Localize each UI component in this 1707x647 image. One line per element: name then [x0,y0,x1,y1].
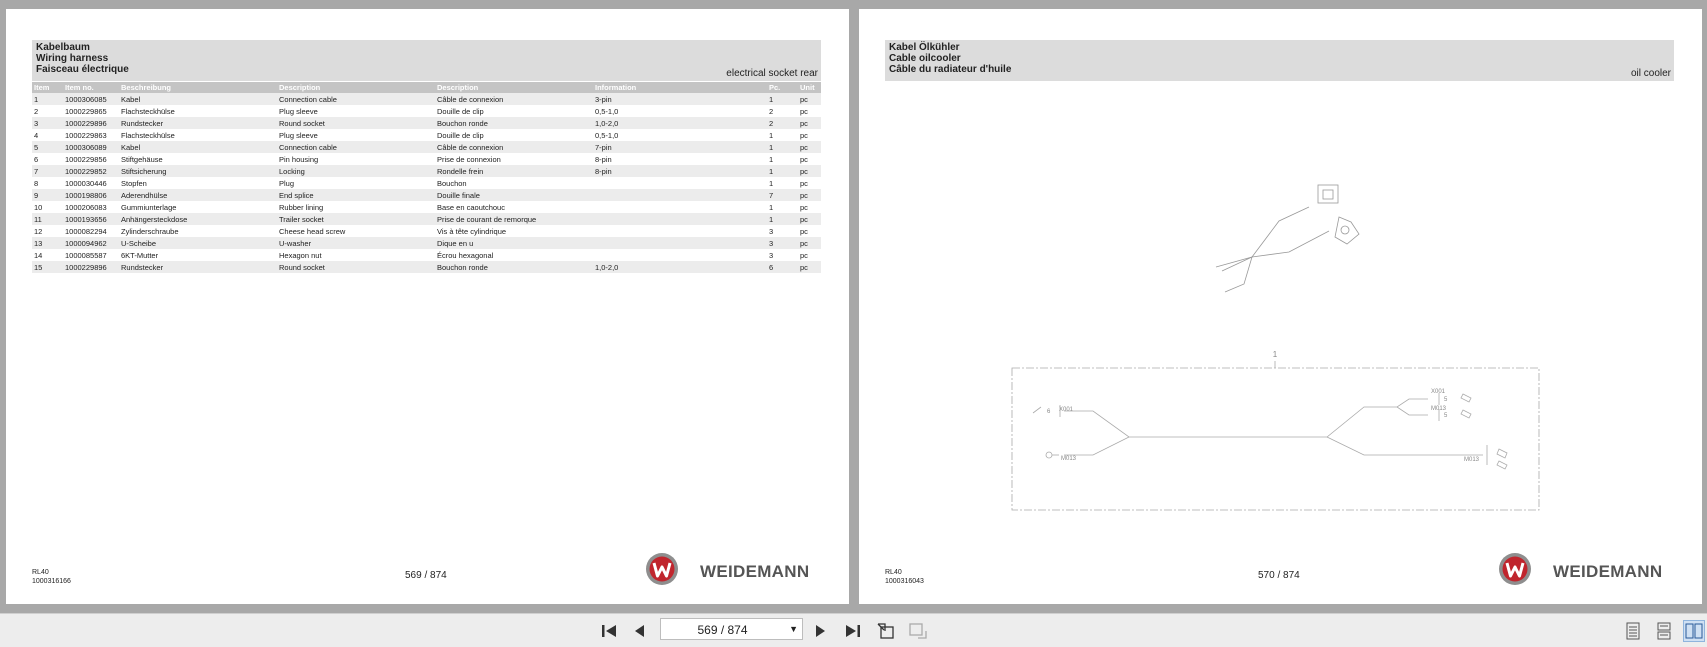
right-page [859,9,1702,604]
col-header: Description [435,82,593,93]
table-cell: U-Scheibe [119,237,277,249]
table-cell: 13 [32,237,63,249]
table-cell: 1000306085 [63,93,119,105]
footer-model [32,568,71,586]
table-cell: Hexagon nut [279,250,322,260]
table-cell: 1000229896 [63,117,119,129]
left-header [32,40,821,81]
table-cell: Round socket [277,261,435,273]
table-cell: Rundstecker [119,117,277,129]
table-cell: Rundstecker [119,261,277,273]
doc-number: 1000316043 [885,578,924,585]
table-cell: 1 [769,202,774,212]
left-page [6,9,849,604]
table-cell: pc [798,261,821,273]
label-m013: M013 [1061,456,1077,462]
model-name: RL40 [32,569,49,576]
table-cell: End splice [277,189,435,201]
table-cell: Trailer socket [277,213,435,225]
table-cell: Rondelle frein [435,165,593,177]
table-cell: pc [800,202,808,212]
table-cell: 1000206083 [65,202,107,212]
table-cell: pc [800,154,808,164]
table-cell: 1000085587 [65,250,107,260]
viewer-toolbar [0,613,1707,647]
col-header: Item no. [63,82,119,93]
table-cell: 6 [34,154,39,164]
label-x001-right: X001 [1431,389,1446,395]
table-cell: pc [800,106,808,116]
table-cell [593,237,767,249]
table-cell [593,189,767,201]
table-cell: Aderendhülse [119,189,277,201]
table-cell: 1,0-2,0 [593,117,767,129]
table-cell: pc [798,141,821,153]
table-row [32,153,821,165]
item-callout: 1 [1272,350,1278,359]
title-de: Kabelbaum [36,42,90,53]
col-header: Description [277,82,435,93]
footer-model [885,568,924,586]
go-forward-button[interactable] [907,620,929,642]
table-cell: 3 [767,237,798,249]
table-cell: Flachsteckhülse [121,130,175,140]
parts-table [32,82,821,273]
table-cell: Bouchon [437,178,467,188]
table-cell: Vis à tête cylindrique [437,226,507,236]
table-cell: Plug sleeve [279,106,318,116]
table-cell: Locking [277,165,435,177]
col-header: Unit [798,82,821,93]
table-cell: Gummiunterlage [121,202,177,212]
table-cell [593,249,767,261]
table-cell: Bouchon ronde [435,261,593,273]
table-cell: 9 [32,189,63,201]
table-cell: pc [798,213,821,225]
table-cell: 3 [769,226,774,236]
title-en: Wiring harness [36,53,109,64]
table-cell: pc [798,117,821,129]
table-cell: 1 [32,93,63,105]
table-cell: pc [800,226,808,236]
table-row [32,141,821,153]
table-cell: 3-pin [593,93,767,105]
table-cell: 1000306089 [63,141,119,153]
table-cell: 1000082294 [65,226,107,236]
table-cell: 1000229865 [65,106,107,116]
table-cell: Prise de connexion [437,154,501,164]
table-header-row [32,82,821,93]
continuous-view-button[interactable] [1653,620,1675,642]
table-cell: Dique en u [435,237,593,249]
table-cell: Stiftsicherung [119,165,277,177]
first-page-button[interactable] [598,620,620,642]
table-cell: Rubber lining [279,202,324,212]
table-row [32,177,821,189]
single-page-view-button[interactable] [1622,620,1644,642]
doc-number: 1000316166 [32,578,71,585]
table-cell: 1000193656 [63,213,119,225]
table-cell: 6 [767,261,798,273]
table-row [32,225,821,237]
page-number-select[interactable] [660,618,803,640]
table-cell: Base en caoutchouc [437,202,505,212]
table-cell: 4 [34,130,39,140]
title-fr: Faisceau électrique [36,64,129,75]
table-row [32,237,821,249]
table-cell [593,213,767,225]
table-cell: Douille finale [435,189,593,201]
table-cell: 8 [34,178,39,188]
table-cell: Stopfen [121,178,147,188]
table-cell: 3 [32,117,63,129]
table-cell: Round socket [277,117,435,129]
weidemann-logo-icon [1498,552,1532,586]
table-cell: 8-pin [593,165,767,177]
table-cell: Anhängersteckdose [119,213,277,225]
wiring-diagram [859,9,1702,549]
label-six: 6 [1047,409,1051,415]
table-cell: pc [798,237,821,249]
col-header: Beschreibung [119,82,277,93]
go-back-button[interactable] [875,620,897,642]
table-cell: pc [798,93,821,105]
table-row [32,105,821,117]
table-cell: 0,5-1,0 [595,106,619,116]
table-row [32,261,821,273]
label-m013-right: M013 [1431,406,1447,412]
page-number: 570 / 874 [1258,570,1300,581]
table-cell: Kabel [119,141,277,153]
table-cell: 1 [767,141,798,153]
table-row [32,213,821,225]
table-cell: 14 [34,250,43,260]
isometric-harness-sketch [1216,185,1359,292]
brand-name: WEIDEMANN [1553,562,1663,581]
table-cell: 6KT-Mutter [121,250,159,260]
table-cell: 5 [32,141,63,153]
table-cell: Plug sleeve [279,130,318,140]
go-forward-icon [908,622,928,640]
table-cell: 10 [34,202,43,212]
table-cell: 11 [32,213,63,225]
table-cell: 1 [769,154,774,164]
table-cell: Câble de connexion [435,141,593,153]
previous-page-button[interactable] [628,620,650,642]
table-cell: Connection cable [277,93,435,105]
table-row [32,249,821,261]
table-row [32,189,821,201]
table-cell: 2 [769,106,774,116]
header-subtitle: oil cooler [1630,68,1671,79]
table-row [32,93,821,105]
table-cell: 3 [769,250,774,260]
table-cell: Connection cable [277,141,435,153]
table-cell: 1 [767,213,798,225]
harness-outline-diagram [1012,361,1539,510]
next-page-button[interactable] [810,620,832,642]
table-cell: 8-pin [595,154,612,164]
label-five-b: 5 [1444,413,1448,419]
table-cell: 1000030446 [65,178,107,188]
weidemann-logo-icon [645,552,679,586]
table-cell: 1000229896 [63,261,119,273]
table-row [32,129,821,141]
table-cell: 0,5-1,0 [595,130,619,140]
table-cell: pc [798,189,821,201]
table-cell: Bouchon ronde [435,117,593,129]
table-cell: 2 [34,106,39,116]
first-page-icon [600,623,618,639]
two-page-icon [1685,623,1703,639]
table-cell: 7 [32,165,63,177]
table-cell: U-washer [277,237,435,249]
table-cell: 1000198806 [63,189,119,201]
table-cell: pc [800,130,808,140]
label-x001: X001 [1059,407,1074,413]
last-page-button[interactable] [842,620,864,642]
table-cell: Flachsteckhülse [121,106,175,116]
table-cell: 1000229856 [65,154,107,164]
chevron-down-icon: ▼ [789,624,798,634]
col-header: Item [32,82,63,93]
table-cell: Stiftgehäuse [121,154,163,164]
table-cell: 1 [767,93,798,105]
table-cell: 1000229852 [63,165,119,177]
table-cell: 7 [767,189,798,201]
table-cell: Douille de clip [437,106,484,116]
table-row [32,117,821,129]
table-cell: Câble de connexion [435,93,593,105]
table-cell: Prise de courant de remorque [435,213,593,225]
table-cell: Pin housing [279,154,319,164]
header-subtitle: electrical socket rear [726,68,818,79]
table-cell: 12 [34,226,43,236]
table-cell: Écrou hexagonal [437,250,494,260]
page-number-value: 569 / 874 [697,623,748,637]
last-page-icon [844,623,862,639]
label-m013-lower: M013 [1464,457,1480,463]
table-cell: 1 [769,178,774,188]
table-cell: 1000094962 [63,237,119,249]
previous-page-icon [632,623,646,639]
table-cell: 1 [769,130,774,140]
table-cell: Douille de clip [437,130,484,140]
col-header: Pc. [767,82,798,93]
table-row [32,165,821,177]
title-de: Kabel Ölkühler [889,42,960,53]
model-name: RL40 [885,569,902,576]
table-cell: Plug [279,178,295,188]
next-page-icon [814,623,828,639]
table-cell: 15 [32,261,63,273]
table-cell: 2 [767,117,798,129]
table-cell: Kabel [119,93,277,105]
single-page-icon [1625,622,1641,640]
table-cell: Cheese head screw [279,226,346,236]
table-cell [593,201,767,213]
page-number: 569 / 874 [405,570,447,581]
table-cell: 7-pin [593,141,767,153]
title-en: Cable oilcooler [889,53,961,64]
table-cell: 1,0-2,0 [593,261,767,273]
table-cell: pc [800,178,808,188]
two-page-view-button[interactable] [1683,620,1705,642]
table-cell: 1 [767,165,798,177]
table-cell [593,225,767,237]
label-five-a: 5 [1444,397,1448,403]
table-cell: pc [800,250,808,260]
continuous-page-icon [1656,622,1672,640]
table-row [32,201,821,213]
table-cell: 1000229863 [65,130,107,140]
table-cell: Zylinderschraube [121,226,179,236]
go-back-icon [876,622,896,640]
table-cell: pc [798,165,821,177]
col-header: Information [593,82,767,93]
brand-name: WEIDEMANN [700,562,810,581]
table-cell [593,177,767,189]
title-fr: Câble du radiateur d'huile [889,64,1012,75]
